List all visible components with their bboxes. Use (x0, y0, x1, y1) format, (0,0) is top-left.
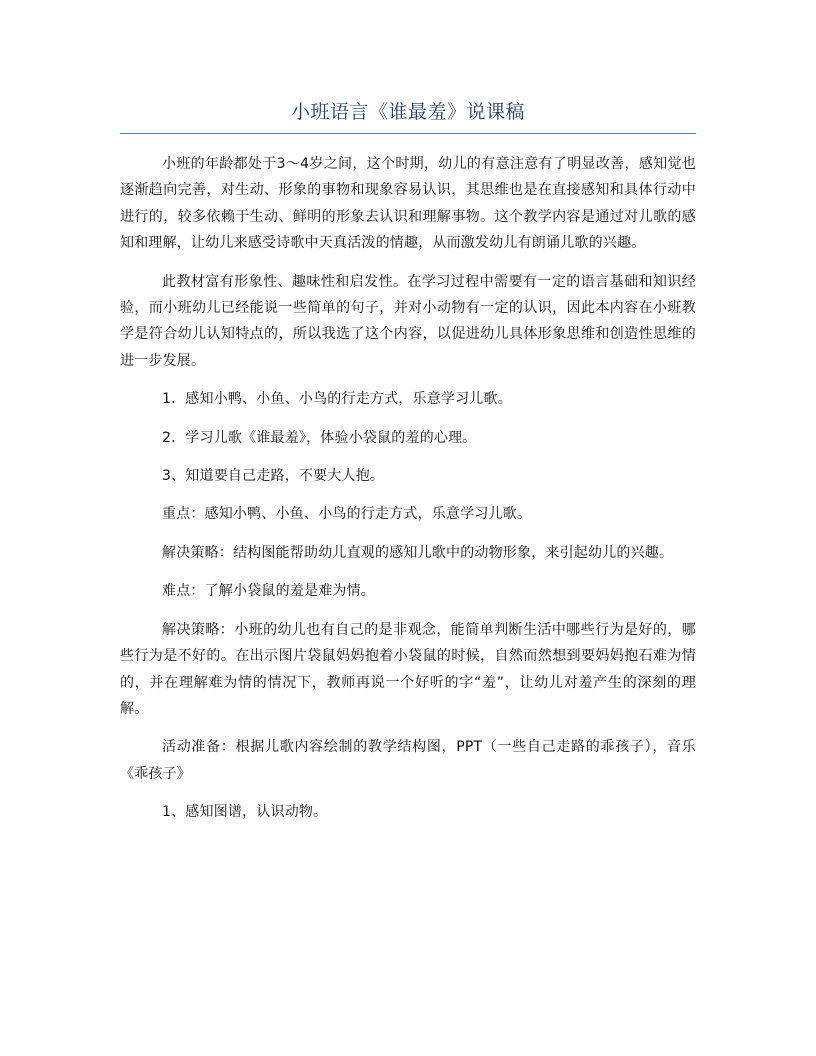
paragraph-preparation: 活动准备：根据儿歌内容绘制的教学结构图，PPT（一些自己走路的乖孩子），音乐《乖孩子》 (120, 739, 696, 782)
paragraph-material: 此教材富有形象性、趣味性和启发性。在学习过程中需要有一定的语言基础和知识经验，而小班幼儿已经能说一些简单的句子，并对小动物有一定的认识，因此本内容在小班教学是符合幼儿认知特点的，所以我选了这个内容，以促进幼儿具体形象思维和创造性思维的进一步发展。 (120, 273, 696, 369)
paragraph-intro: 小班的年龄都处于3～4岁之间，这个时期，幼儿的有意注意有了明显改善，感知觉也逐渐趋向完善，对生动、形象的事物和现象容易认识，其思维也是在直接感知和具体行动中进行的，较多依赖于生动、鲜明的形象去认识和理解事物。这个教学内容是通过对儿歌的感知和理解，让幼儿来感受诗歌中天真活泼的情趣，从而激发幼儿有朗诵儿歌的兴趣。 (120, 156, 696, 252)
document-body (120, 151, 696, 838)
paragraph-step-1: 1、感知图谱，认识动物。 (162, 804, 328, 821)
paragraph-goal-3: 3、知道要自己走路，不要大人抱。 (162, 468, 385, 485)
paragraph-goal-1: 1．感知小鸭、小鱼、小鸟的行走方式，乐意学习儿歌。 (162, 391, 512, 408)
paragraph-key-point: 重点：感知小鸭、小鱼、小鸟的行走方式，乐意学习儿歌。 (162, 506, 532, 523)
title-divider (120, 133, 696, 134)
paragraph-difficulty: 难点：了解小袋鼠的羞是难为情。 (162, 583, 375, 600)
paragraph-strategy-2: 解决策略：小班的幼儿也有自己的是非观念，能简单判断生活中哪些行为是好的，哪些行为是不好的。在出示图片袋鼠妈妈抱着小袋鼠的时候，自然而然想到要妈妈抱石难为情的，并在理解难为情的情况下，教师再说一个好听的字“羞”，让幼儿对羞产生的深刻的理解。 (120, 621, 696, 717)
paragraph-strategy-1: 解决策略：结构图能帮助幼儿直观的感知儿歌中的动物形象，来引起幼儿的兴趣。 (162, 544, 674, 561)
document-title: 小班语言《谁最羞》说课稿 (290, 101, 525, 123)
paragraph-goal-2: 2．学习儿歌《谁最羞》，体验小袋鼠的羞的心理。 (162, 429, 477, 446)
